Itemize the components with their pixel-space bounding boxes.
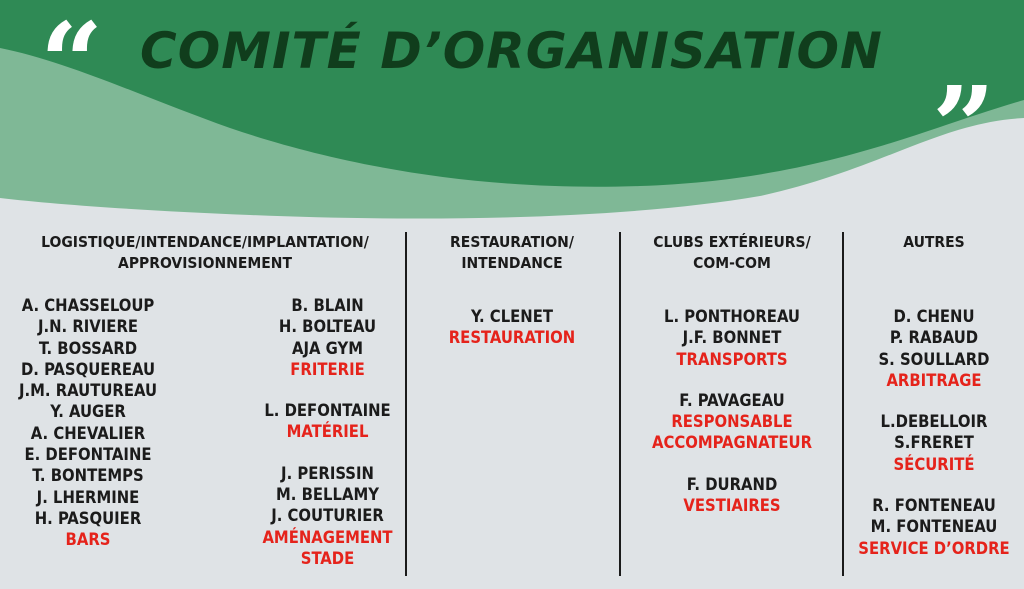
role-label: SÉCURITÉ <box>893 454 975 474</box>
column-heading: AUTRES <box>903 233 965 251</box>
column-restauration <box>412 232 612 369</box>
member-name: J.N. RIVIERE <box>37 317 139 337</box>
member-name: J. PERISSIN <box>281 463 374 483</box>
member-name: T. BONTEMPS <box>32 466 144 486</box>
member-name: B. BLAIN <box>291 296 364 315</box>
member-name: Y. CLENET <box>470 307 553 326</box>
close-quote-icon: ” <box>932 62 996 191</box>
logistique-right-list <box>245 295 410 589</box>
member-name: AJA GYM <box>291 338 363 358</box>
member-name: A. CHASSELOUP <box>21 296 155 315</box>
column-divider <box>619 232 621 576</box>
column-clubs-exterieurs <box>626 232 838 536</box>
column-heading: RESTAURATION/ INTENDANCE <box>450 233 574 272</box>
role-label: SERVICE D’ORDRE <box>858 538 1010 558</box>
member-name: L.DEBELLOIR <box>880 412 988 432</box>
member-name: M. BELLAMY <box>276 485 379 505</box>
team-group <box>849 495 1019 559</box>
member-name: Y. AUGER <box>50 402 126 422</box>
column-divider <box>842 232 844 576</box>
member-name: J.F. BONNET <box>682 328 782 348</box>
member-name: D. PASQUEREAU <box>20 359 156 379</box>
autres-list <box>849 306 1019 559</box>
member-name: L. DEFONTAINE <box>264 401 391 421</box>
team-group <box>245 463 410 569</box>
member-name: D. CHENU <box>893 307 975 326</box>
member-name: J. LHERMINE <box>36 487 140 507</box>
team-group <box>849 411 1019 475</box>
member-name: F. DURAND <box>686 474 778 494</box>
role-label: AMÉNAGEMENT <box>262 527 393 547</box>
member-name: L. PONTHOREAU <box>664 307 800 326</box>
member-name: S.FRERET <box>894 433 974 453</box>
member-name: T. BOSSARD <box>38 338 138 358</box>
member-name: J. COUTURIER <box>271 506 384 526</box>
role-label: RESTAURATION <box>448 328 576 348</box>
member-name: S. SOULLARD <box>878 349 990 369</box>
restauration-list <box>412 306 612 349</box>
page-title: COMITÉ D’ORGANISATION <box>140 22 883 80</box>
member-name: F. PAVAGEAU <box>679 390 785 410</box>
member-name: R. FONTENEAU <box>872 496 996 516</box>
role-label: STADE <box>300 548 355 568</box>
column-autres <box>849 232 1019 579</box>
member-name: H. BOLTEAU <box>278 317 377 337</box>
team-group <box>849 306 1019 391</box>
member-name: P. RABAUD <box>889 328 979 348</box>
member-name: E. DEFONTAINE <box>24 445 152 465</box>
member-name: M. FONTENEAU <box>870 517 998 537</box>
role-label: TRANSPORTS <box>676 349 788 369</box>
role-label: VESTIAIRES <box>683 496 781 516</box>
role-label: RESPONSABLE <box>671 412 793 432</box>
member-name: J.M. RAUTUREAU <box>19 381 157 401</box>
column-heading: CLUBS EXTÉRIEURS/ COM-COM <box>653 233 811 272</box>
team-group <box>626 390 838 454</box>
role-label: MATÉRIEL <box>286 422 369 442</box>
team-group <box>412 306 612 349</box>
role-label: ARBITRAGE <box>886 370 982 390</box>
team-group <box>245 400 410 443</box>
team-group <box>626 474 838 517</box>
column-divider <box>405 232 407 576</box>
member-name: H. PASQUIER <box>34 508 142 528</box>
team-group <box>245 295 410 380</box>
role-label: ACCOMPAGNATEUR <box>651 433 813 453</box>
clubs-list <box>626 306 838 516</box>
member-name: A. CHEVALIER <box>30 423 146 443</box>
role-label: BARS <box>65 530 111 550</box>
open-quote-icon: “ <box>40 0 104 127</box>
column-heading: LOGISTIQUE/INTENDANCE/IMPLANTATION/ APPROVISIONNEMENT <box>41 233 369 272</box>
team-group <box>626 306 838 370</box>
role-label: FRITERIE <box>290 359 365 379</box>
logistique-left-list <box>8 295 168 551</box>
